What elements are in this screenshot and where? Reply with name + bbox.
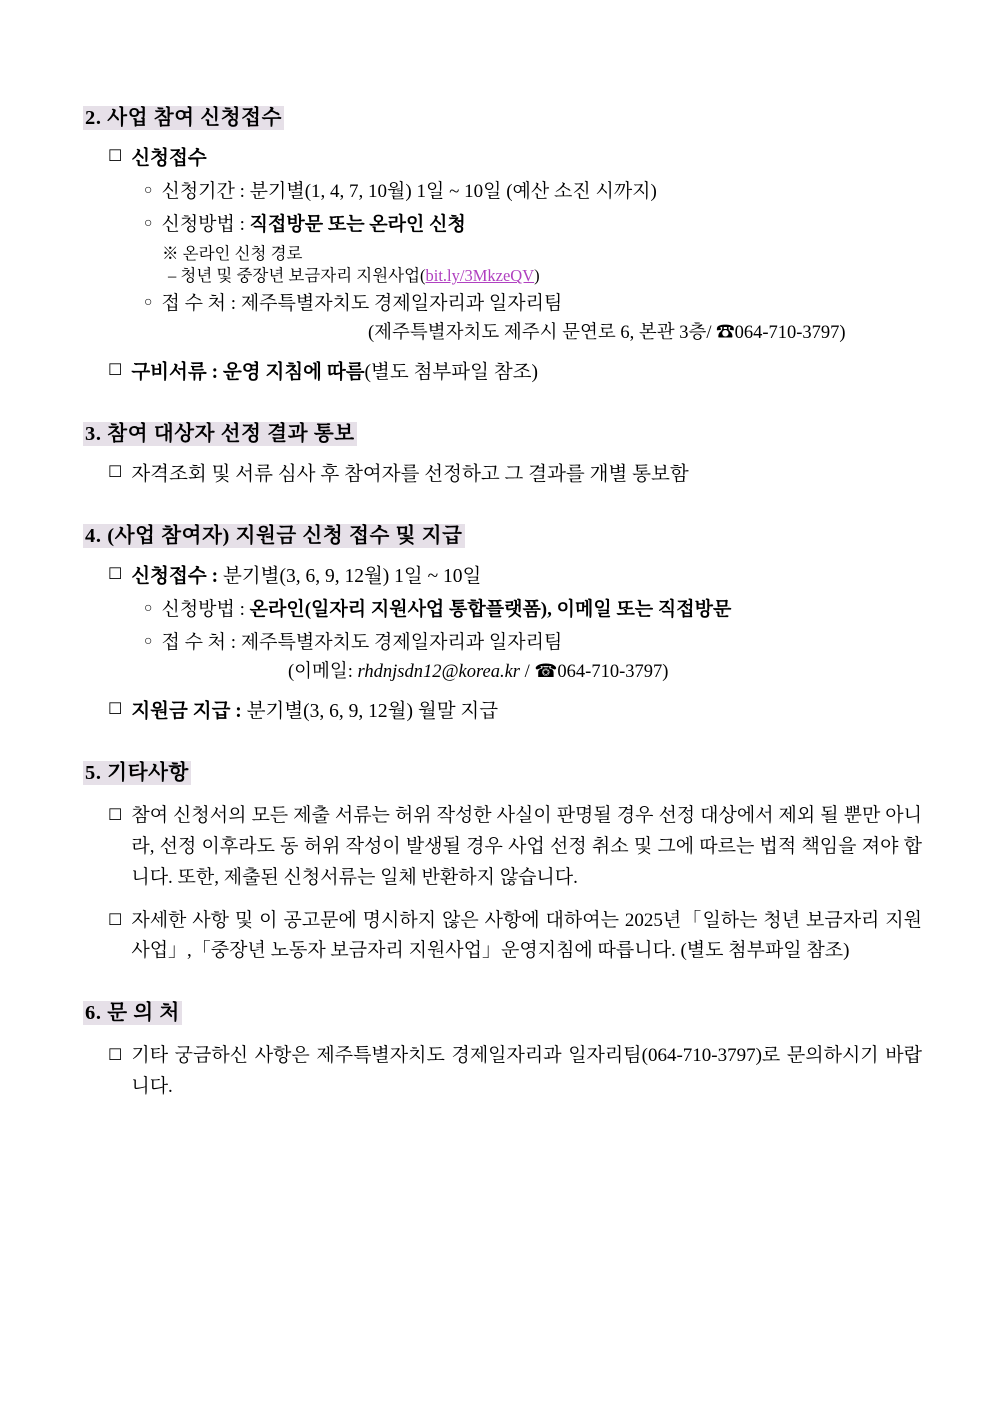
list-item-label: 접 수 처 : — [161, 631, 241, 653]
checkbox-icon: ☐ — [108, 464, 123, 482]
list-item — [144, 210, 922, 239]
checkbox-icon: ☐ — [108, 911, 123, 929]
list-item-label: 지원금 지급 : — [131, 701, 247, 723]
contact-email-address: rhdnjsdn12@korea.kr — [357, 662, 520, 683]
circle-bullet-icon: ○ — [144, 183, 153, 199]
section-5 — [78, 755, 922, 967]
online-application-link[interactable]: bit.ly/3MkzeQV — [425, 266, 535, 286]
list-item-text — [161, 289, 562, 318]
checkbox-icon: ☐ — [108, 701, 123, 719]
contact-email-suffix: / ☎064-710-3797) — [520, 662, 669, 683]
section-2-heading — [83, 100, 284, 130]
checkbox-icon: ☐ — [108, 148, 123, 165]
list-item — [144, 595, 922, 624]
contact-email-prefix: (이메일: — [288, 662, 358, 683]
list-item — [108, 358, 922, 388]
section-6-heading — [83, 995, 182, 1025]
list-item-text — [161, 628, 562, 657]
list-item — [144, 628, 922, 657]
list-item — [144, 177, 922, 206]
section-2 — [78, 100, 922, 388]
office-address-line: (제주특별자치도 제주시 문연로 6, 본관 3층/ ☎064-710-3797) — [368, 323, 846, 344]
list-item-value: 분기별(3, 6, 9, 12월) 월말 지급 — [246, 701, 499, 723]
section-4 — [78, 518, 922, 727]
checkbox-icon: ☐ — [108, 361, 123, 379]
circle-bullet-icon: ○ — [144, 294, 153, 310]
list-item-label: 접 수 처 : — [161, 292, 241, 314]
section-3-heading — [83, 416, 357, 446]
list-item — [108, 562, 922, 592]
list-item — [108, 697, 922, 727]
paragraph — [108, 1041, 922, 1103]
paragraph — [108, 801, 922, 893]
list-item-value: 온라인(일자리 지원사업 통합플랫폼), 이메일 또는 직접방문 — [249, 599, 732, 621]
list-item — [144, 289, 922, 318]
list-item-text — [161, 210, 465, 239]
section-5-heading — [83, 755, 191, 785]
list-item-value: 직접방문 또는 온라인 신청 — [249, 213, 466, 235]
section-6 — [78, 995, 922, 1103]
list-item-text — [161, 595, 731, 624]
note-line-2 — [168, 265, 922, 287]
list-item-label: 신청방법 : — [161, 213, 250, 235]
checkbox-icon: ☐ — [108, 1047, 123, 1065]
checkbox-icon: ☐ — [108, 807, 123, 825]
paragraph — [108, 906, 922, 968]
list-item-label: 신청접수 : — [131, 566, 223, 588]
circle-bullet-icon: ○ — [144, 601, 153, 617]
section-3 — [78, 416, 922, 490]
paragraph-text: 기타 궁금하신 사항은 제주특별자치도 경제일자리과 일자리팀(064-710-3797)로 문의하시기 바랍니다. — [131, 1045, 922, 1097]
list-item-value: 운영 지침에 따름 — [222, 361, 365, 383]
list-item — [108, 460, 922, 490]
section-5-heading-text: 5. 기타사항 — [85, 762, 189, 785]
checkbox-icon: ☐ — [108, 566, 123, 584]
list-item-label: 신청기간 : — [161, 181, 250, 203]
list-item-value: 분기별(3, 6, 9, 12월) 1일 ~ 10일 — [222, 566, 482, 588]
list-item-value: 제주특별자치도 경제일자리과 일자리팀 — [240, 631, 563, 653]
list-item-label: 자격조회 및 서류 심사 후 참여자를 선정하고 그 결과를 개별 통보함 — [131, 464, 689, 486]
list-item-label: 구비서류 : — [131, 361, 223, 383]
section-6-heading-text: 6. 문 의 처 — [85, 1002, 180, 1025]
circle-bullet-icon: ○ — [144, 215, 153, 231]
list-item-label: 신청방법 : — [161, 599, 250, 621]
section-3-heading-text: 3. 참여 대상자 선정 결과 통보 — [85, 423, 355, 446]
section-2-heading-text: 2. 사업 참여 신청접수 — [85, 107, 282, 129]
paragraph-text: 자세한 사항 및 이 공고문에 명시하지 않은 사항에 대하여는 2025년「일하는 청년 보금자리 지원사업」,「중장년 노동자 보금자리 지원사업」운영지침에 따릅니다. (별도 첨부파일 참조) — [131, 909, 922, 962]
circle-bullet-icon: ○ — [144, 633, 153, 649]
paragraph-text: 참여 신청서의 모든 제출 서류는 허위 작성한 사실이 판명될 경우 선정 대상에서 제외 될 뿐만 아니라, 선정 이후라도 동 허위 작성이 발생될 경우 사업 선정 취소 및 그에 따르는 법적 책임을 져야 합니다. 또한, 제출된 신청서류는 일체 반환하지 않습니다. — [131, 805, 922, 888]
online-path-note — [162, 243, 922, 288]
list-item-label: 신청접수 — [131, 148, 207, 169]
note-line-1: ※ 온라인 신청 경로 — [162, 244, 303, 264]
section-4-heading — [83, 518, 465, 548]
list-item-text — [131, 697, 498, 727]
list-item — [108, 144, 922, 174]
note-line-2-tail: ) — [534, 266, 540, 286]
list-item-text — [131, 562, 481, 592]
list-item-value: 분기별(1, 4, 7, 10월) 1일 ~ 10일 (예산 소진 시까지) — [249, 181, 657, 203]
section-4-heading-text: 4. (사업 참여자) 지원금 신청 접수 및 지급 — [85, 525, 463, 548]
note-line-2-text: – 청년 및 중장년 보금자리 지원사업( — [168, 266, 426, 286]
list-item-text — [131, 358, 538, 388]
list-item-value: 제주특별자치도 경제일자리과 일자리팀 — [240, 292, 563, 314]
list-item-text — [161, 177, 656, 206]
list-item-tail: (별도 첨부파일 참조) — [364, 361, 538, 383]
contact-email-line — [288, 659, 922, 687]
